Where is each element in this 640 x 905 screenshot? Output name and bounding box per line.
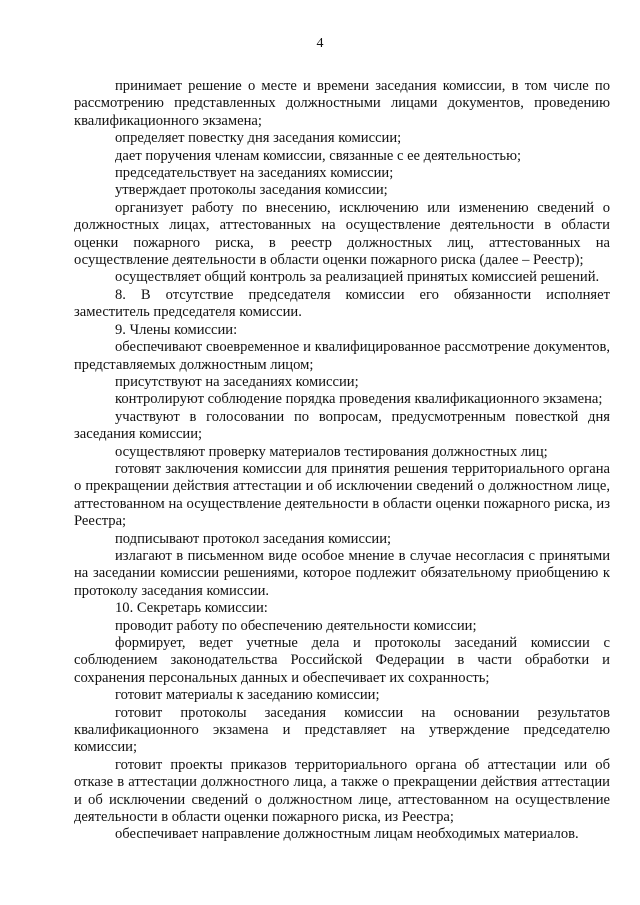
paragraph: подписывают протокол заседания комиссии; bbox=[115, 530, 392, 547]
paragraph: определяет повестку дня заседания комиссии; bbox=[115, 130, 402, 147]
paragraph: организует работу по внесению, исключению или изменению сведений о должностных лицах, аттестованных на осуществление деятельности в области оценки пожарного риска, в реестр должностных лиц, аттестованных на осуществление деятельности в области оценки пожарного риска (далее – Реестр); bbox=[74, 199, 610, 269]
paragraph: обеспечивает направление должностным лицам необходимых материалов. bbox=[115, 826, 579, 843]
paragraph: председательствует на заседаниях комиссии; bbox=[115, 165, 394, 182]
paragraph: готовит проекты приказов территориального органа об аттестации или об отказе в аттестации должностного лица, а также о прекращении действия аттестации и об исключении сведений о должностном лице, аттестованном на осуществление деятельности в области оценки пожарного риска, из Реестра; bbox=[74, 756, 610, 826]
paragraph: формирует, ведет учетные дела и протоколы заседаний комиссии с соблюдением законодательства Российской Федерации в части обработки и сохранения персональных данных и обеспечивает их сохранность; bbox=[74, 635, 610, 686]
paragraph: осуществляют проверку материалов тестирования должностных лиц; bbox=[115, 443, 548, 460]
paragraph: обеспечивают своевременное и квалифицированное рассмотрение документов, представляемых должностным лицом; bbox=[74, 339, 610, 373]
paragraph: дает поручения членам комиссии, связанные с ее деятельностью; bbox=[115, 147, 522, 164]
paragraph: присутствуют на заседаниях комиссии; bbox=[115, 373, 359, 390]
section-heading: 9. Члены комиссии: bbox=[115, 321, 238, 338]
paragraph: готовят заключения комиссии для принятия решения территориального органа о прекращении действия аттестации и об исключении сведений о должностном лице, аттестованном на осуществление деятельности в области оценки пожарного риска, из Реестра; bbox=[74, 460, 610, 530]
page-number: 4 bbox=[316, 36, 324, 51]
paragraph: утверждает протоколы заседания комиссии; bbox=[115, 182, 388, 199]
paragraph: участвуют в голосовании по вопросам, предусмотренным повесткой дня заседания комиссии; bbox=[74, 408, 610, 443]
paragraph: готовит протоколы заседания комиссии на основании результатов квалификационного экзамена и представляет на утверждение председателю комиссии; bbox=[74, 704, 610, 756]
section-heading: 10. Секретарь комиссии: bbox=[115, 600, 268, 617]
paragraph: готовит материалы к заседанию комиссии; bbox=[115, 687, 380, 704]
paragraph: контролируют соблюдение порядка проведения квалификационного экзамена; bbox=[115, 391, 603, 408]
paragraph: излагают в письменном виде особое мнение в случае несогласия с принятыми на заседании комиссии решениями, которое подлежит обязательному приобщению к протоколу заседания комиссии. bbox=[74, 547, 610, 599]
paragraph: проводит работу по обеспечению деятельности комиссии; bbox=[115, 617, 477, 634]
paragraph: 8. В отсутствие председателя комиссии его обязанности исполняет заместитель председателя комиссии. bbox=[74, 286, 610, 321]
document-body bbox=[74, 78, 610, 844]
paragraph: принимает решение о месте и времени заседания комиссии, в том числе по рассмотрению представленных должностными лицами документов, проведению квалификационного экзамена; bbox=[74, 78, 610, 129]
paragraph: осуществляет общий контроль за реализацией принятых комиссией решений. bbox=[115, 269, 600, 286]
